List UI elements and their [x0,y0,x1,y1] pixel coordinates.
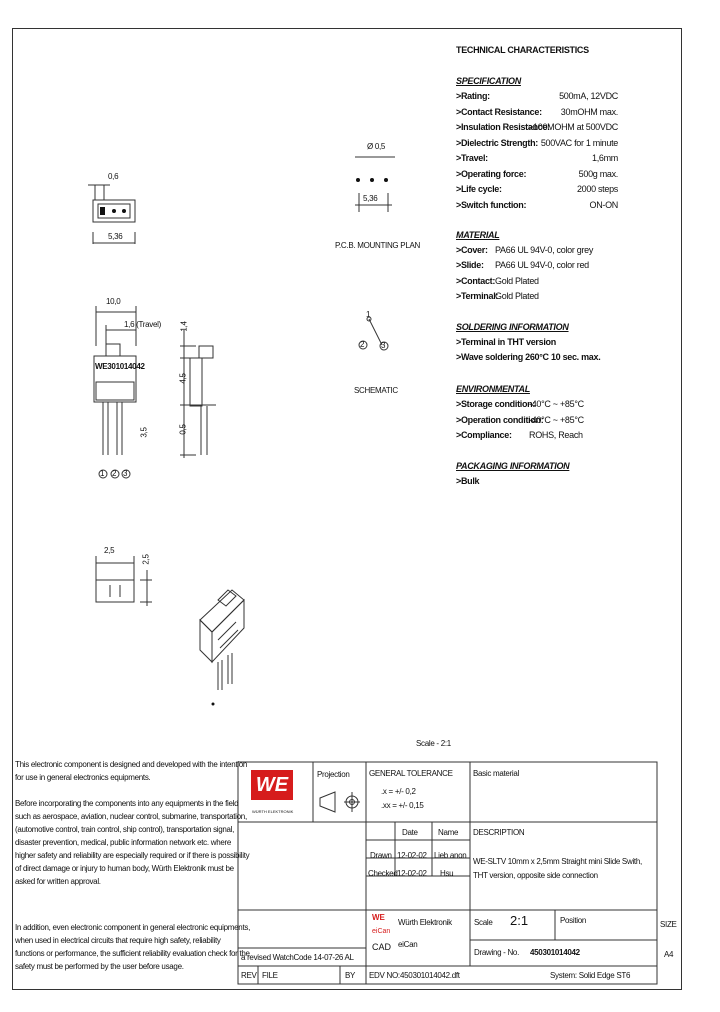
file-header: FILE [262,971,278,980]
edv-value: 450301014042.dft [400,971,460,980]
material-key: >Cover: [456,245,488,255]
projection-label: Projection [317,770,350,779]
soldering-line-1: >Terminal in THT version [456,337,556,347]
tolerance-1: .x = +/- 0,2 [381,787,416,796]
pcb-mounting-plan-label: P.C.B. MOUNTING PLAN [335,241,420,250]
spec-key: >Switch function: [456,199,527,210]
dim-10-0: 10,0 [106,297,121,306]
checked-date: 12-02-02 [397,869,427,878]
dim-5-36-top: 5,36 [108,232,123,241]
disclaimer-line: In addition, even electronic component in general electronic equipments, [15,923,251,932]
dim-0-5: 0,5 [178,424,188,435]
material-key: >Slide: [456,260,484,271]
pin-label-3: 3 [123,469,128,478]
spec-key: >Travel: [456,153,488,163]
we-logo: WE [251,770,293,800]
material-key: >Terminal: [456,290,499,301]
description-header: DESCRIPTION [473,828,525,837]
part-marking: WE301014042 [95,362,145,371]
schematic-pin-3: 3 [381,341,386,350]
material-key: >Contact: [456,275,496,286]
disclaimer-line: Before incorporating the components into any equipments in the field [15,799,239,808]
size-label: SIZE [660,920,677,929]
position-label: Position [560,916,587,925]
packaging-value: >Bulk [456,476,480,486]
material-value: Gold Plated [495,275,539,286]
description-text: WE-SLTV 10mm x 2,5mm Straight mini Slide Swith, THT version, opposite side connection [473,857,642,880]
env-value: -40°C ~ +85°C [529,414,584,425]
company-name-2: eiCan [398,940,418,949]
spec-value: 1,6mm [591,153,618,163]
drawn-label: Drawn [370,851,392,860]
env-key: >Operation condition: [456,414,544,425]
env-key: >Compliance: [456,430,512,440]
drawing-number-label: Drawing - No. [474,948,520,957]
pin-label-1: 1 [100,469,105,478]
spec-key: >Life cycle: [456,184,502,194]
disclaimer-line: safety must be performed by the user before usage. [15,962,184,971]
env-value: ROHS, Reach [529,430,583,440]
system-label: System: Solid Edge ST6 [550,971,631,980]
material-value: Gold Plated [495,290,539,301]
scale-field-label: Scale [474,918,493,927]
spec-value: 500mA, 12VDC [559,91,618,101]
date-header: Date [402,828,418,837]
basic-material-label: Basic material [473,769,520,778]
dim-8-2: 2,5 [104,546,115,555]
disclaimer-line: higher safety and reliability are especially required or if there is possibility [15,851,250,860]
checked-name: Hsu [440,869,454,878]
material-heading: MATERIAL [456,230,500,240]
dim-5-36-pcb: 5,36 [363,194,378,203]
disclaimer-line: This electronic component is designed and developed with the intention [15,760,248,769]
by-header: BY [345,971,356,980]
we-logo-sub: WÜRTH ELEKTRONIK [252,809,294,814]
material-value: PA66 UL 94V-0, color red [495,260,589,271]
disclaimer-line: of direct damage or injury to human body, Würth Elektronik must be [15,864,234,873]
spec-key: >Operating force: [456,168,527,179]
dim-2-5: 2,5 [141,554,151,565]
soldering-line-2: >Wave soldering 260°C 10 sec. max. [456,352,601,362]
dim-1-4: 1,4 [179,321,189,332]
schematic-label: SCHEMATIC [354,386,398,395]
spec-key: >Contact Resistance: [456,106,542,117]
name-header: Name [438,828,459,837]
disclaimer-line: when used in electrical circuits that require high safety, reliability [15,936,221,945]
drawing-number-value: 450301014042 [530,948,580,957]
material-value: PA66 UL 94V-0, color grey [495,245,594,255]
soldering-heading: SOLDERING INFORMATION [456,322,569,332]
schematic-pin-1: 1 [366,310,371,319]
spec-value: ON-ON [589,199,618,210]
spec-value: 500g max. [578,168,618,179]
tech-title: TECHNICAL CHARACTERISTICS [456,45,589,55]
pin-label-2: 2 [112,469,117,478]
dim-phi-0-5: Ø 0,5 [367,142,386,151]
rev-header: REV [241,971,257,980]
spec-value: 500VAC for 1 minute [540,137,618,148]
edv-label: EDV NO: [369,971,400,980]
dim-3-5: 3,5 [139,427,149,438]
tolerance-2: .xx = +/- 0,15 [381,801,424,810]
disclaimer-line: functions or performance, the sufficient reliability evaluation check for the [15,949,250,958]
spec-key: >Dielectric Strength: [456,137,538,148]
env-value: -40°C ~ +85°C [529,399,584,409]
env-key: >Storage condition: [456,399,536,409]
dim-0-6: 0,6 [108,172,119,181]
spec-value: 2000 steps [576,184,618,194]
spec-heading: SPECIFICATION [456,76,521,86]
dim-4-5: 4,5 [178,373,188,384]
spec-key: >Rating: [456,91,490,101]
disclaimer-line: for use in general electronics equipments. [15,773,151,782]
drawn-date: 12-02-02 [397,851,427,860]
environmental-heading: ENVIRONMENTAL [456,384,530,394]
disclaimer-line: such as aerospace, aviation, nuclear control, submarine, transportation, [15,812,247,821]
scale-field-value: 2:1 [510,913,529,928]
spec-value: 30mOHM max. [560,106,618,117]
disclaimer-line: asked for written approval. [15,877,101,886]
revision-row: a revised WatchCode 14-07-26 AL [241,953,354,962]
cad-logo-cad: CAD [372,942,392,952]
checked-label: Checked [368,869,398,878]
packaging-heading: PACKAGING INFORMATION [456,461,570,471]
spec-value: >100MOHM at 500VDC [528,122,618,132]
disclaimer-line: (automotive control, train control, ship control), transportation signal, [15,825,235,834]
cad-logo-we: WE [372,913,385,922]
drawn-name: Lieb anon [434,851,467,860]
cad-logo-eican: eiCan [372,928,391,935]
spec-key: >Insulation Resistance: [456,122,550,132]
size-value: A4 [664,950,674,959]
scale-label: Scale - 2:1 [416,739,451,748]
schematic-pin-2: 2 [360,340,365,349]
dim-travel: 1,6 (Travel) [124,320,162,329]
company-name: Würth Elektronik [398,918,452,927]
general-tolerance-label: GENERAL TOLERANCE [369,769,453,778]
disclaimer-line: disaster prevention, medical, public information network etc. where [15,838,232,847]
